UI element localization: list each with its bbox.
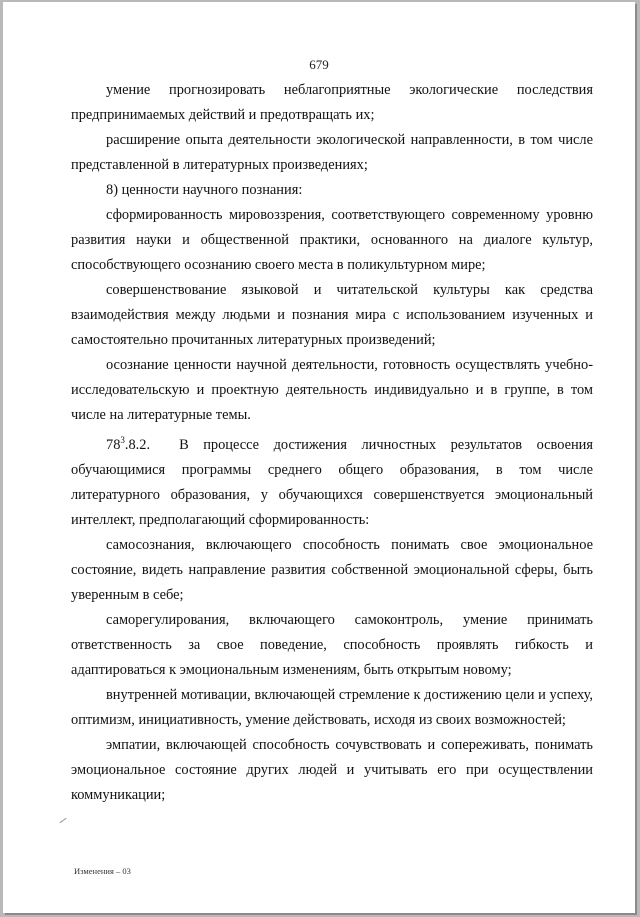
- list-heading: 8) ценности научного познания:: [106, 182, 303, 198]
- section-text: В процессе достижения личностных результатов освоения обучающимися программы среднего общего образования, в том числе литературного образования, у обучающихся совершенствуется эмоциональный интеллект, предполагающий сформированность:: [71, 436, 593, 528]
- paragraph: сформированность мировоззрения, соответствующего современному уровню развития науки и общественной практики, основанного на диалоге культур, способствующего осознанию своего места в поликультурном мире;: [71, 207, 593, 273]
- paragraph: расширение опыта деятельности экологической направленности, в том числе представленной в литературных произведениях;: [71, 132, 593, 173]
- paragraph: саморегулирования, включающего самоконтроль, умение принимать ответственность за свое поведение, способность проявлять гибкость и адаптироваться к эмоциональным изменениям, быть открытым новому;: [71, 611, 593, 678]
- paragraph: совершенствование языковой и читательской культуры как средства взаимодействия между людьми и познания мира с использованием изученных и самостоятельно прочитанных литературных произведений;: [71, 282, 593, 348]
- paragraph: внутренней мотивации, включающей стремление к достижению цели и успеху, оптимизм, инициативность, умение действовать, исходя из своих возможностей;: [71, 686, 593, 728]
- paragraph: самосознания, включающего способность понимать свое эмоциональное состояние, видеть направление развития собственной эмоциональной сферы, быть уверенным в себе;: [71, 536, 593, 603]
- document-body: [71, 78, 593, 808]
- section-number: $78^3.8.2$.: [106, 435, 151, 453]
- page-number: 679: [309, 57, 329, 72]
- scan-artifact: [59, 818, 66, 823]
- paragraph: осознание ценности научной деятельности, готовность осуществлять учебно-исследовательскую и проектную деятельность индивидуально и в группе, в том числе на литературные темы.: [71, 357, 593, 423]
- document-page: [3, 2, 635, 913]
- section-paragraph: [71, 428, 593, 533]
- paragraph: эмпатии, включающей способность сочувствовать и сопереживать, понимать эмоциональное состояние других людей и учитывать его при осуществлении коммуникации;: [71, 736, 593, 803]
- paragraph: умение прогнозировать неблагоприятные экологические последствия предпринимаемых действий и предотвращать их;: [71, 82, 593, 123]
- footer-revision: Изменения – 03: [74, 866, 131, 876]
